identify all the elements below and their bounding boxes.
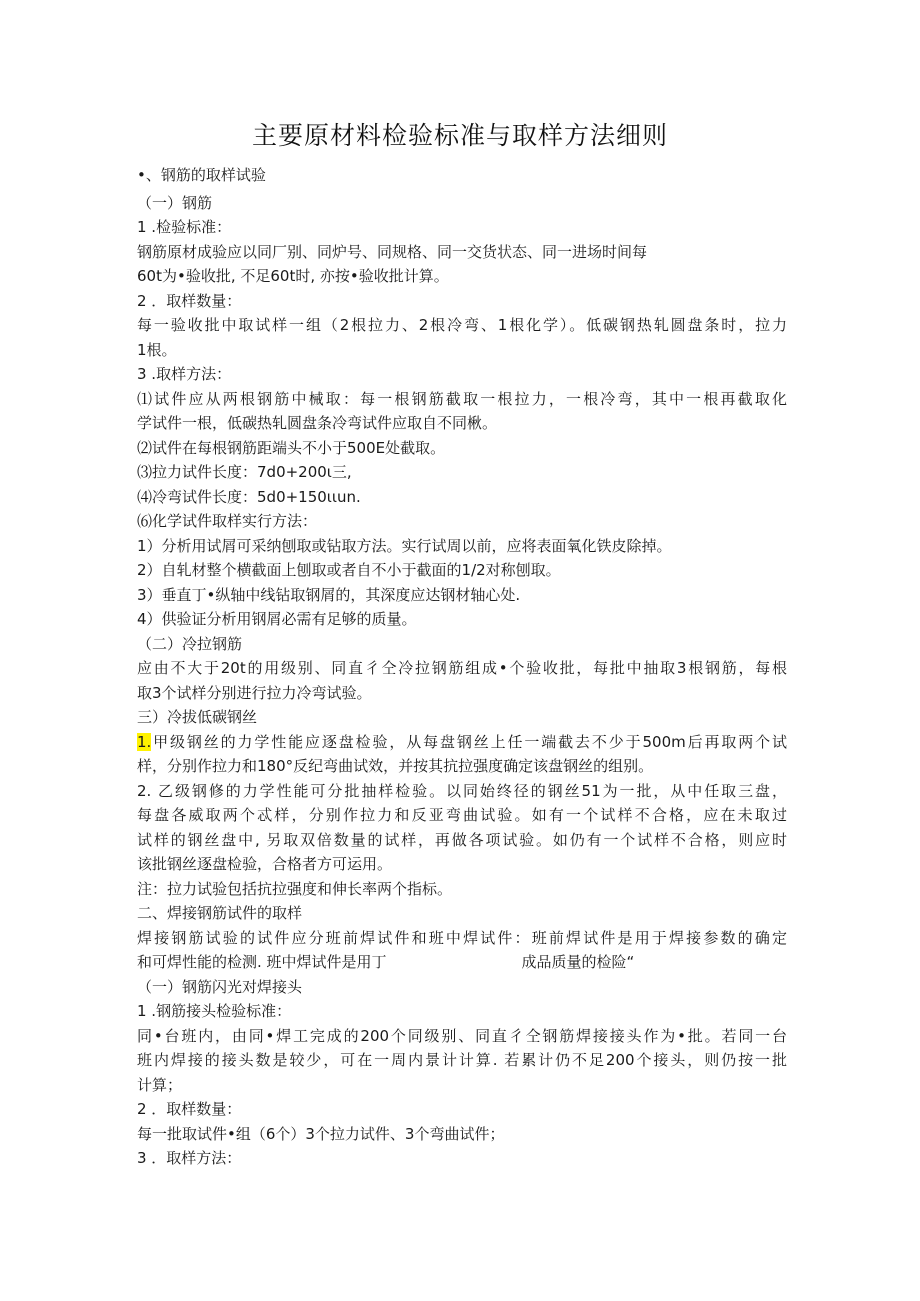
paragraph-line: 2. 乙级钢修的力学性能可分批抽样检验。以同始终径的钢丝51为一批，从中任取三盘，: [137, 781, 787, 800]
paragraph-line: 取3个试样分别进行拉力冷弯试验。: [137, 683, 372, 702]
item-sampling-method: 3 ．取样方法：: [137, 1149, 242, 1167]
paragraph-line: 计算；: [137, 1075, 183, 1094]
paragraph-line: ⑵试件在每根钢筋距端头不小于500E处截取。: [137, 438, 446, 457]
list-item: 2）自轧材整个横截面上刨取或者自不小于截面的1/2对称刨取。: [137, 561, 561, 579]
paragraph-line: 60t为•验收批, 不足60t时, 亦按•验收批计算。: [137, 267, 449, 285]
item-joint-inspection-standard: 1 .钢筋接头检验标准：: [137, 1002, 292, 1020]
subheading-cold-drawn-wire: 三）冷拔低碳钢丝: [137, 708, 258, 726]
paragraph-line: 试样的钢丝盘中, 另取双倍数量的试样，再做各项试验。如仍有一个试样不合格，则应时: [137, 830, 787, 849]
list-item: 4）供验证分析用钢屑必需有足够的质量。: [137, 610, 417, 628]
paragraph-line: 同•台班内，由同•焊工完成的200个同级别、同直彳仝钢筋焊接接头作为•批。若同一台: [137, 1026, 787, 1045]
paragraph-line: 该批钢丝逐盘检验，合格者方可运用。: [137, 855, 393, 873]
paragraph-line: 每盘各威取两个忒样，分别作拉力和反亚弯曲试验。如有一个试样不合格，应在未取过: [137, 806, 787, 824]
paragraph-line: 1根。: [137, 340, 177, 359]
item-sample-quantity: 2 ．取样数量：: [137, 1100, 242, 1118]
list-item: 3）垂直丁•纵轴中线钻取钢屑的，其深度应达钢材轴心处.: [137, 585, 521, 604]
item-sample-quantity: 2 ．取样数量：: [137, 291, 242, 310]
paragraph-line: 焊接钢筋试验的试件应分班前焊试件和班中焊试件：班前焊试件是用于焊接参数的确定: [137, 928, 787, 947]
paragraph-line: 钢筋原材成验应以同厂别、同炉号、同规格、同一交货状态、同一进场时间每: [137, 242, 648, 261]
item-sampling-method: 3 .取样方法：: [137, 365, 232, 383]
subheading-cold-drawn-rebar: （二）冷拉钢筋: [137, 634, 243, 653]
paragraph-line: 1.甲级钢丝的力学性能应逐盘检验，从每盘钢丝上任一端截去不少于500m后再取两个试: [137, 732, 787, 751]
paragraph-line: ⑴试件应从两根钢筋中械取：每一根钢筋截取一根拉力，一根冷弯，其中一根再截取化: [137, 389, 787, 408]
paragraph-line: 样，分别作拉力和180°反纪弯曲试效，并按其抗拉强度确定该盘钢丝的组别。: [137, 757, 654, 775]
note-line: 注：拉力试验包括抗拉强度和伸长率两个指标。: [137, 879, 453, 898]
paragraph-line: ⑹化学试件取样实行方法：: [137, 512, 318, 530]
paragraph-line: 学试件一根，低碳热轧圆盘条冷弯试件应取自不同楸。: [137, 414, 498, 432]
section-heading-rebar-sampling: •、钢筋的取样试验: [137, 166, 266, 184]
paragraph-line: ⑶拉力试件长度：7d0+200ι三,: [137, 463, 352, 481]
paragraph-line: 应由不大于20t的用级别、同直彳仝冷拉钢筋组成•个验收批，每批中抽取3根钢筋，每根: [137, 659, 787, 677]
subheading-rebar: （一）钢筋: [137, 193, 213, 212]
document-title: 主要原材料检验标准与取样方法细则: [251, 121, 668, 150]
paragraph-line: ⑷冷弯试件长度：5d0+150ιιun.: [137, 487, 361, 506]
paragraph-line: 每一验收批中取试样一组（2根拉力、2根冷弯、1根化学）。低碳钢热轧圆盘条时，拉力: [137, 316, 787, 334]
list-item: 1）分析用试屑可采纳刨取或钻取方法。实行试周以前，应将表面氧化铁皮除掉。: [137, 536, 672, 555]
document-body: [137, 163, 787, 1171]
highlight-marker: 1.: [137, 732, 152, 751]
paragraph-line: 每一批取试件•组（6个）3个拉力试件、3个弯曲试件；: [137, 1124, 505, 1143]
section-heading-welded-rebar: 二、焊接钢筋试件的取样: [137, 904, 303, 922]
subheading-flash-butt-weld: （一）钢筋闪光对焊接头: [137, 977, 303, 996]
item-inspection-standard: 1 .检验标准：: [137, 218, 232, 236]
paragraph-line: 班内焊接的接头数是较少，可在一周内景计计算. 若累计仍不足200个接头，则仍按一批: [137, 1051, 787, 1069]
paragraph-line: 和可焊性能的检测. 班中焊试件是用丁 成品质量的检险“: [137, 953, 635, 971]
